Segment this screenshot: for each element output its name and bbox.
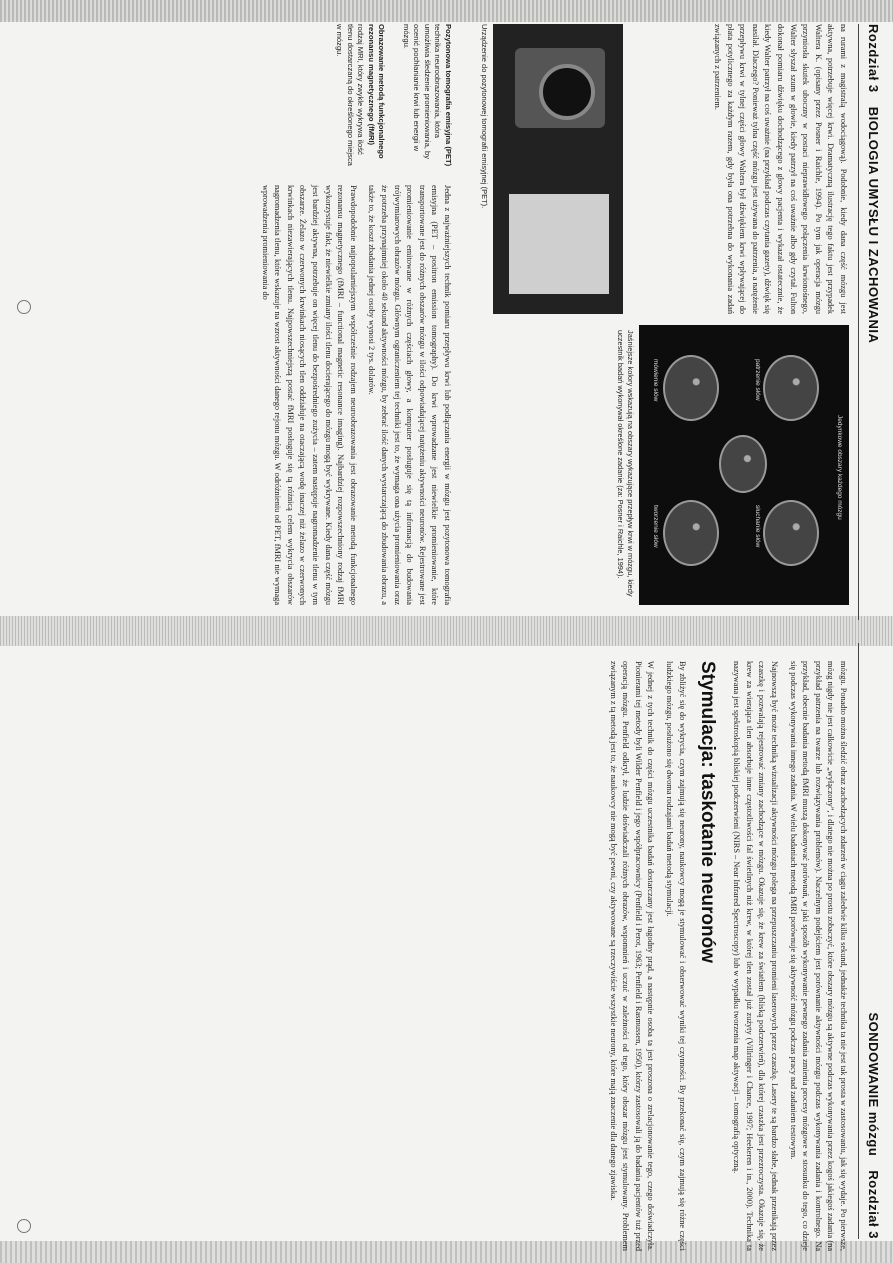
scanner-ring (539, 64, 595, 120)
left-chapter-label: Rozdział 3 (866, 24, 881, 93)
side-note-pet-text: technika neuroobrazowania, która umożliwia śledzenie promieniowania, by ocenić pochłanianie krwi lub energii w mózgu. (402, 24, 443, 160)
fmri-paragraph: Prawdopodobnie najpopularniejszym współcześnie rodzajem neuroobrazowania jest obrazowanie metodą funkcjonalnego rezonansu magnetycznego (fMRI – functional magnetic resonance imaging). Najbardziej rozpowszechniony rodzaj fMRI wykorzystuje fakt, że niewielkie zmiany ilości tlenu docierającego do mózgu mogą być wykrywane. Kiedy dana część mózgu jest bardziej aktywna, potrzebuje on więcej tlenu do bezpośredniego zużycia – zatem następuje nagromadzenie tlenu w tym obszarze. Żelazo w czerwonych krwinkach niosących tlen oddziałuje na otaczającą wodę inaczej niż żelazo w czerwonych krwinkach niezawierających tlenu. Najpowszechniejszą postać fMRI posługuje się tą różnicą celem wykrycia obszarów nagromadzenia tlenu, które wskazuje na wzrost aktywności danego rejonu mózgu. W odróżnieniu od PET, fMRI nie wymaga wprowadzenia promieniowania do (260, 185, 358, 605)
right-header-rule (858, 643, 859, 1239)
right-text-column (600, 661, 849, 1251)
right-section-name: SONDOWANIE mózgu (866, 1012, 881, 1157)
right-chapter-label: Rozdział 3 (866, 1170, 881, 1239)
brain-activity-figure (639, 325, 849, 605)
operator-panel (509, 194, 609, 294)
side-note-fmri-title: Obrazowanie metodą funkcjonalnego rezonansu magnetycznego (fMRI) (367, 24, 387, 159)
figure-caption: Jaśniejsze kolory wskazują na obszary wykazujące przepływ krwi w mózgu, kiedy uczestnik badań wykonywał określone zadanie (za: Posner i Raichle, 1994). (616, 330, 635, 597)
brain-scan-3 (663, 355, 719, 421)
right-paragraph-3: By zbliżyć się do wykrycia, czym zajmują się neurony, naukowcy mogą je stymulować i obserwować wyniki tej czynności. By przekonać się, czym zajmują się różne części ludzkiego mózgu, posłużono się dwoma rodzajami badań metodą stymulacji. (665, 661, 687, 1251)
brain-scan-2 (763, 500, 819, 566)
figure-label-2: słuchanie słów (754, 505, 761, 548)
right-paragraph-2: Najnowszą być może techniką wizualizacji aktywności mózgu polega na przepuszczaniu promieni laserowych przez czaszkę. Lasery te są bardzo słabe, jednak przenikają przez czaszkę i pozwalają rejestrować zmiany zachodzące w mózgu. Okazuje się, że krew za światłem (bliską podczerwień), dla której czaszka jest przezroczysta. Okazuje się, że krew za wierająca tlen absorbuje inne częstotliwości fal świetlnych niż krew, w której tlen został już zużyty (Villringer i Chance, 1997; Heekeren i in., 2000). Technika ta nazywana jest spektroskopią bliskiej podczerwieni (NIRS – Near Infrared Spectroscopy) lub w wypadku tworzenia map aktywacji – tomografią optyczną. (732, 661, 780, 1251)
margin-notes (320, 24, 453, 172)
section-heading: Stymulacja: taskotanie neuronów (696, 661, 718, 963)
left-intro-block (704, 24, 849, 314)
left-section-name: BIOLOGIA UMYSŁU I ZACHOWANIA (866, 106, 881, 344)
left-lower-column (252, 185, 453, 605)
pet-paragraph: Jedna z najważniejszych technik pomiaru przepływu krwi lub podłączania energii w mózgu jest pozytonowa tomografia emisyjna (PET – positron emission tomography). Do krwi wprowadzane jest niewielkie promieniowanie, które transportowane jest do różnych obszarów mózgu w ilości odpowiadającej natężeniu aktywności neuronów. Rejestrowane jest promieniowanie emitowane w różnych częściach głowy, a komputer posługuje się tą informacją do budowania trójwymiarowych obrazów mózgu. Głównym ograniczeniem tej techniki jest to, że wymaga ona użycia promieniowania oraz że potrzeba przynajmniej około 40 sekund aktywności mózgu, by zebrać ilość danych wystarczającą do zbudowania obrazu, a także to, że koszt zbadania jednej osoby wynosi 2 tys. dolarów. (367, 185, 452, 605)
right-paragraph-1: mózgu. Ponadto można śledzić obraz zachodzących zdarzeń w ciągu zaledwie kilku sekund, jednakże technika ta nie jest tak prosta w zastosowaniu, jak się wydaje. Po pierwsze, mózg nigdy nie jest całkowicie „wyłączony”, i dlatego nie można po prostu zobaczyć, które obszary mózgu są aktywne podczas wykonywania przez kogoś jakiegoś zadania (na przykład patrzenia na twarze lub rozwiązywania problemów). Naczelnym podejściem jest porównanie aktywności mózgu podczas wykonywania zadania i kontrolnego. Na przykład, obecnie badania metodą fMRI muszą dokonywać porównań, w jaki sposób wykonywanie pewnego zadania zmienia procesy mózgowe w stosunku do tego, co dzieje się podczas wykonywania innego zadania. W wielu badaniach metodą fMRI porównuje się aktywność mózgu podczas pracy nad zadaniem testowym. (788, 661, 848, 1251)
figure-label-4: tworzenie słów (652, 505, 659, 548)
brain-center (719, 435, 767, 493)
figure-label-1: patrzenie słów (754, 359, 761, 401)
brain-scan-1 (763, 355, 819, 421)
right-running-head (861, 1013, 881, 1239)
side-note-pet (401, 24, 454, 172)
figure-title: Jedynkowe obszary każdego mózgu (836, 415, 843, 520)
side-note-fmri-text: rodzaj MRI, który zwykle wykrywa ilość tlenu dostarczaną do określonego miejsca w mózgu. (335, 24, 366, 166)
left-page-mark (17, 300, 31, 314)
right-paragraph-4: W jednej z tych technik do części mózgu uczestnika badań dostarczany jest łagodny prąd, a następnie osoba ta jest proszona o zrelacjonowanie tego, czego doświadczyła. Pionierami tej metody byli Wilder Penfield i jego współpracownicy (Penfield i Perot, 1963; Penfield i Rasmussen, 1950), którzy zastosowali ją do badania pacjentów tuż przed operacją mózgu. Penfield odkrył, że ludzie doświadczali różnych obrazów, wspomnień i uczuć w zależności od tego, który obszar mózgu jest stymulowany. Problemem związanym z tą metodą jest to, że naukowcy nie mogą być pewni, czy aktywowane są rzeczywiście wszystkie neurony, które mają znaczenie dla danego zjawiska. (608, 661, 656, 1251)
right-page (0, 643, 893, 1263)
intro-paragraph: na rurami z magistralą wodociągową). Podobnie, kiedy dana część mózgu jest aktywna, potrzebuje więcej krwi. Dramatyczną ilustrację tego faktu jest przypadek Waltera K. (opisany przez Posner i Raichle, 1994). Po tym jak operacja mózgu przyniosła skutek uboczny w postaci nieprawidłowego połączenia krwionośnego, Walter słyszał szum w głowie, kiedy patrzył na coś uważnie albo gdy czytał. Fulton dokonał pomiaru dźwięku dochodzącego z głowy pacjenta i wykazał ostatecznie, że kiedy Walter patrzył na coś uważnie (na przykład podczas czytania gazety), dźwięk się nasilał. Dlaczego? Ponieważ tylna część mózgu jest używana do patrzenia, a natężenie przepływu krwi w tylnej części głowy Waltera był dźwiękiem krwi wpływającej do płata potylicznego za każdym razem, gdy była ona potrzebna do wykonania zadań związanych z patrzeniem. (713, 24, 848, 314)
side-note-pet-title: Pozytonowa tomografia emisyjna (PET) (444, 24, 453, 167)
right-page-mark (17, 1219, 31, 1233)
left-page (0, 0, 893, 620)
side-note-fmri (334, 24, 387, 172)
brain-scan-4 (663, 500, 719, 566)
pet-scanner-photo (493, 24, 623, 314)
figure-label-3: mówienie słów (652, 359, 659, 402)
left-header-rule (858, 24, 859, 620)
photo-caption: Urządzenie do pozytonowej tomografii emisyjnej (PET). (480, 24, 489, 209)
left-running-head (861, 24, 881, 343)
